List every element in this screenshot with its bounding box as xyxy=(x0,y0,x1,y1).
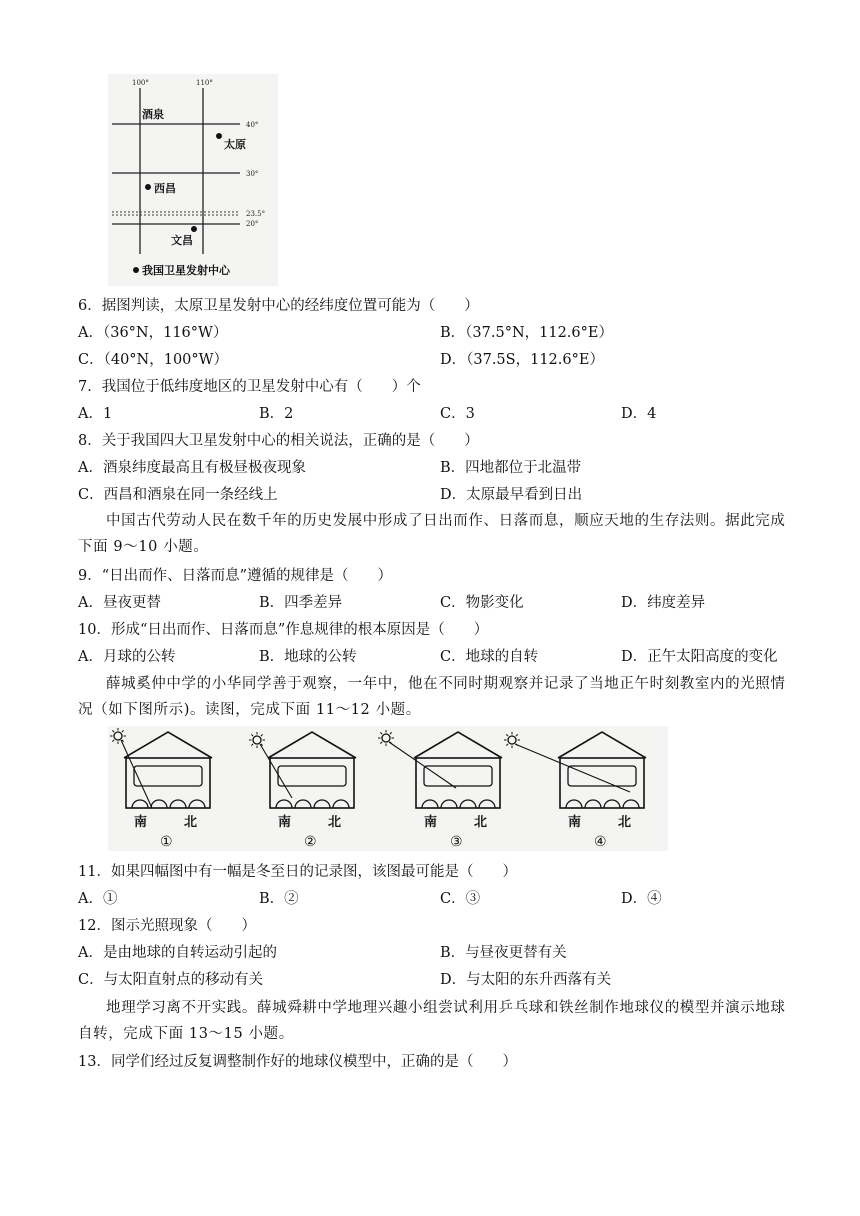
city-jiuquan: 酒泉 xyxy=(142,108,164,121)
passage-11-12: 薛城奚仲中学的小华同学善于观察，一年中，他在不同时期观察并记录了当地正午时刻教室内的光照情况（如下图所示)。读图，完成下面 11～12 小题。 xyxy=(78,676,786,718)
panel-number: ① xyxy=(160,834,173,850)
q8-stem: 8．关于我国四大卫星发射中心的相关说法，正确的是（ ） xyxy=(78,433,479,449)
panel-number: ③ xyxy=(450,834,463,850)
q11-option-c: C．③ xyxy=(440,891,481,907)
classroom-sunlight-figure xyxy=(108,726,668,851)
q10-option-d: D．正午太阳高度的变化 xyxy=(621,649,778,665)
q9-stem: 9．“日出而作、日落而息”遵循的规律是（ ） xyxy=(78,568,393,584)
q8-option-d: D．太原最早看到日出 xyxy=(440,487,583,503)
q8-option-c: C．西昌和酒泉在同一条经线上 xyxy=(78,487,278,503)
city-dot-xichang xyxy=(145,184,151,190)
q10-option-a: A．月球的公转 xyxy=(78,649,176,665)
north-label: 北 xyxy=(474,815,488,830)
passage-9-10: 中国古代劳动人民在数千年的历史发展中形成了日出而作、日落而息，顺应天地的生存法则。据此完成下面 9～10 小题。 xyxy=(78,513,786,555)
q10-option-b: B．地球的公转 xyxy=(259,649,357,665)
north-label: 北 xyxy=(618,815,632,830)
q9-option-d: D．纬度差异 xyxy=(621,595,706,611)
q7-stem: 7．我国位于低纬度地区的卫星发射中心有（ ）个 xyxy=(78,379,421,395)
q6-option-d: D．（37.5S，112.6°E） xyxy=(440,352,604,368)
q7-option-a: A．1 xyxy=(78,406,113,422)
q10-option-c: C．地球的自转 xyxy=(440,649,539,665)
lat-label-20: 20° xyxy=(246,220,259,228)
north-label: 北 xyxy=(184,815,198,830)
south-label: 南 xyxy=(134,815,148,830)
q6-stem: 6．据图判读，太原卫星发射中心的经纬度位置可能为（ ） xyxy=(78,298,479,314)
panel-number: ② xyxy=(304,834,317,850)
q12-option-a: A．是由地球的自转运动引起的 xyxy=(78,945,277,961)
city-dot-wenchang xyxy=(191,226,197,232)
q9-option-a: A．昼夜更替 xyxy=(78,595,161,611)
passage-13-15: 地理学习离不开实践。薛城舜耕中学地理兴趣小组尝试利用乒乓球和铁丝制作地球仪的模型并演示地球自转，完成下面 13～15 小题。 xyxy=(78,1000,786,1042)
city-wenchang: 文昌 xyxy=(171,234,193,247)
q11-option-d: D．④ xyxy=(621,891,662,907)
q8-option-b: B．四地都位于北温带 xyxy=(440,460,582,476)
lon-label-100: 100° xyxy=(132,79,149,87)
panel-number: ④ xyxy=(594,834,607,850)
q6-option-c: C．（40°N，100°W） xyxy=(78,352,229,368)
q9-option-c: C．物影变化 xyxy=(440,595,524,611)
lat-label-30: 30° xyxy=(246,170,259,178)
city-taiyuan: 太原 xyxy=(224,138,246,151)
q11-option-b: B．② xyxy=(259,891,299,907)
q11-option-a: A．① xyxy=(78,891,118,907)
q12-stem: 12．图示光照现象（ ） xyxy=(78,918,256,934)
q7-option-d: D．4 xyxy=(621,406,657,422)
q12-option-c: C．与太阳直射点的移动有关 xyxy=(78,972,264,988)
map-legend: 我国卫星发射中心 xyxy=(142,264,230,277)
q8-option-a: A．酒泉纬度最高且有极昼极夜现象 xyxy=(78,460,306,476)
satellite-center-map xyxy=(108,74,278,286)
q7-option-c: C．3 xyxy=(440,406,475,422)
city-xichang: 西昌 xyxy=(154,182,176,195)
q6-option-b: B．（37.5°N，112.6°E） xyxy=(440,325,613,341)
legend-dot xyxy=(133,267,139,273)
q12-option-d: D．与太阳的东升西落有关 xyxy=(440,972,612,988)
lon-label-110: 110° xyxy=(196,79,213,87)
q10-stem: 10．形成“日出而作、日落而息”作息规律的根本原因是（ ） xyxy=(78,622,489,638)
q7-option-b: B．2 xyxy=(259,406,294,422)
south-label: 南 xyxy=(424,815,438,830)
q6-option-a: A．（36°N，116°W） xyxy=(78,325,228,341)
q13-stem: 13．同学们经过反复调整制作好的地球仪模型中，正确的是（ ） xyxy=(78,1054,517,1070)
q9-option-b: B．四季差异 xyxy=(259,595,343,611)
south-label: 南 xyxy=(278,815,292,830)
q11-stem: 11．如果四幅图中有一幅是冬至日的记录图，该图最可能是（ ） xyxy=(78,864,517,880)
south-label: 南 xyxy=(568,815,582,830)
q12-option-b: B．与昼夜更替有关 xyxy=(440,945,567,961)
city-dot-taiyuan xyxy=(216,133,222,139)
north-label: 北 xyxy=(328,815,342,830)
lat-label-23-5: 23.5° xyxy=(246,210,266,218)
lat-label-40: 40° xyxy=(246,121,259,129)
